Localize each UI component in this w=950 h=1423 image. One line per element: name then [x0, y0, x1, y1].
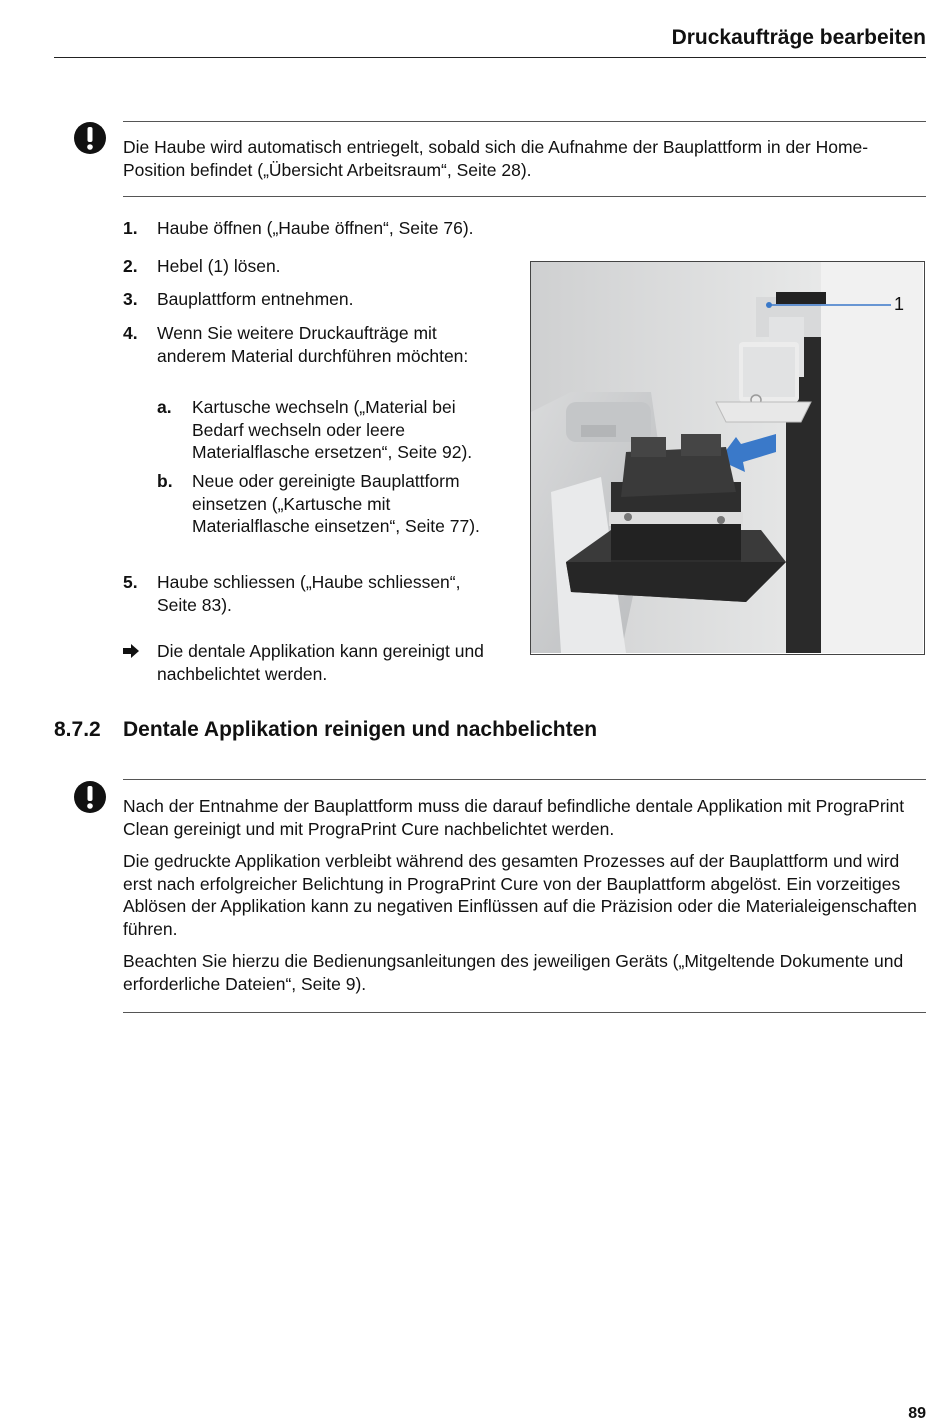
note-paragraph-2: Die gedruckte Applikation verbleibt während des gesamten Prozesses auf der Bauplattform und wird erst nach erfolgreicher Belichtung in PrograPrint Cure von der Bauplattform abgelöst. Ein vorzeitiges Ablösen der Applikation kann zu negativen Einflüssen auf die Präzision oder die Materialeigenschaften führen. [123, 851, 917, 939]
figure-callout-label: 1 [894, 294, 905, 314]
result-text: Die dentale Applikation kann gereinigt und nachbelichtet werden. [157, 641, 484, 684]
step-text: Hebel (1) lösen. [157, 256, 281, 276]
note-box-1 [123, 121, 926, 197]
section-title: Dentale Applikation reinigen und nachbelichten [123, 718, 598, 741]
step-number: 5. [123, 572, 138, 592]
note-paragraph-3: Beachten Sie hierzu die Bedienungsanleitungen des jeweiligen Geräts („Mitgeltende Dokumente und erforderliche Dateien“, Seite 9). [123, 951, 904, 994]
step-number: 3. [123, 289, 138, 309]
step-text: Wenn Sie weitere Druckaufträge mit anderem Material durchführen möchten: [157, 323, 469, 366]
note-bottom-rule [123, 196, 926, 197]
result-arrow-icon [123, 644, 139, 658]
substep-text: Neue oder gereinigte Bauplattform einsetzen („Kartusche mit Materialflasche einsetzen“, Seite 77). [192, 471, 480, 536]
step-text: Haube öffnen („Haube öffnen“, Seite 76). [157, 218, 474, 238]
note-box-2 [123, 779, 926, 1013]
header-divider [54, 57, 926, 58]
step-text: Bauplattform entnehmen. [157, 289, 354, 309]
note-top-rule [123, 121, 926, 122]
figure-build-platform-removal [530, 261, 925, 655]
note-top-rule [123, 779, 926, 780]
note-text: Die Haube wird automatisch entriegelt, sobald sich die Aufnahme der Bauplattform in der Home-Position befindet („Übersicht Arbeitsraum“, Seite 28). [123, 137, 869, 180]
step-number: 4. [123, 323, 138, 343]
build-platform-illustration [531, 262, 923, 653]
page-number: 89 [908, 1405, 926, 1422]
warning-icon [74, 122, 106, 154]
step-number: 2. [123, 256, 138, 276]
warning-icon [74, 781, 106, 813]
step-text: Haube schliessen („Haube schliessen“, Seite 83). [157, 572, 461, 615]
note-paragraph-1: Nach der Entnahme der Bauplattform muss die darauf befindliche dentale Applikation mit PrograPrint Clean gereinigt und mit PrograPrint Cure nachbelichtet werden. [123, 796, 905, 839]
substep-letter: a. [157, 397, 172, 417]
page-header-title: Druckaufträge bearbeiten [671, 26, 926, 49]
substep-text: Kartusche wechseln („Material bei Bedarf wechseln oder leere Materialflasche ersetzen“, Seite 92). [192, 397, 473, 462]
step-number: 1. [123, 218, 138, 238]
substep-letter: b. [157, 471, 173, 491]
note-bottom-rule [123, 1012, 926, 1013]
section-number: 8.7.2 [54, 718, 101, 741]
